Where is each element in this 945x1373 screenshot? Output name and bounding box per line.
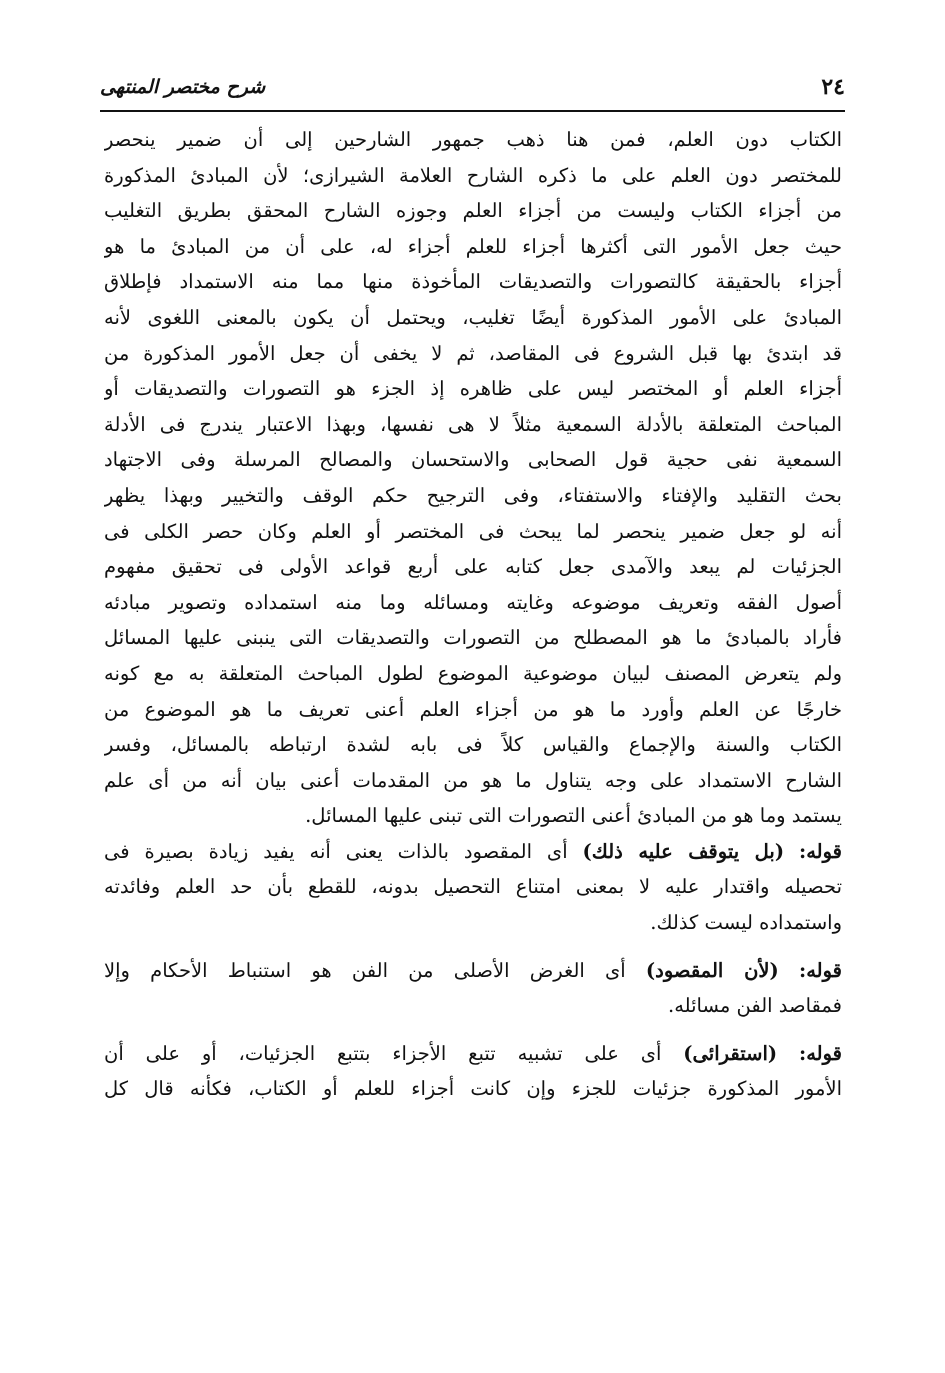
paragraph-4 <box>104 1036 842 1107</box>
commentary-lemma: (لأن المقصود) <box>645 958 779 982</box>
text-line: السمعية نفى حجية قول الصحابى والاستحسان والمصالح المرسلة وفى الاجتهاد <box>104 448 842 472</box>
commentary-lemma: (استقرائى) <box>683 1041 778 1065</box>
text-line: واستمداده ليست كذلك. <box>650 911 842 935</box>
text-line <box>104 953 842 989</box>
commentary-lemma: (بل يتوقف عليه ذلك) <box>582 839 785 863</box>
text-line: أجزاء بالحقيقة كالتصورات والتصديقات المأخوذة منها مما منه الاستمداد فإطلاق <box>104 270 842 294</box>
page-body <box>104 122 842 1107</box>
text-line <box>104 834 842 870</box>
text-line: حيث جعل الأمور التى أكثرها أجزاء للعلم أجزاء له، على أن من المبادئ ما هو <box>104 234 842 258</box>
text-line: الكتاب دون العلم، فمن هنا ذهب جمهور الشارحين إلى أن ضمير ينحصر <box>104 128 842 151</box>
paragraph-1 <box>104 122 842 834</box>
text-line: أصول الفقه وتعريف موضوعه وغايته ومسائله وما منه استمداده وتصوير مبادئه <box>104 590 842 614</box>
commentary-keyword: قوله: <box>799 839 842 863</box>
page-header <box>100 70 845 112</box>
text-line: أنه لو جعل ضمير ينحصر لما يبحث فى المختصر أو العلم وكان حصر الكلى فى <box>104 519 842 543</box>
text-line: خارجًا عن العلم وأورد ما هو من أجزاء العلم أعنى تعريف ما هو الموضوع من <box>104 697 842 721</box>
line-text: أى الغرض الأصلى من الفن هو استنباط الأحكام وإلا <box>104 958 626 982</box>
text-line: أجزاء العلم أو المختصر ليس على ظاهره إذ الجزء هو التصورات والتصديقات أو <box>104 377 842 401</box>
text-line: تحصيله واقتدار عليه لا بمعنى امتناع التحصيل بدونه، للقطع بأن حد العلم وفائدته <box>104 875 842 899</box>
text-line: المبادئ على الأمور المذكورة أيضًا تغليب، ويحتمل أن يكون بالمعنى اللغوى لأنه <box>104 305 842 329</box>
line-text: أى المقصود بالذات يعنى أنه يفيد زيادة بصيرة فى <box>104 839 568 863</box>
page-number: ٢٤ <box>821 74 845 100</box>
commentary-keyword: قوله: <box>799 1041 842 1065</box>
commentary-keyword: قوله: <box>799 958 842 982</box>
text-line: فمقاصد الفن مسائله. <box>668 994 842 1018</box>
text-line: من أجزاء الكتاب وليست من أجزاء العلم وجوزه الشارح المحقق بطريق التغليب <box>104 199 842 223</box>
text-line: يستمد وما هو من المبادئ أعنى التصورات التى تبنى عليها المسائل. <box>305 804 842 828</box>
text-line: بحث التقليد والإفتاء والاستفتاء، وفى الترجيح حكم الوقف والتخيير وبهذا يظهر <box>104 483 842 507</box>
running-title: شرح مختصر المنتهى <box>100 76 266 98</box>
paragraph-3 <box>104 953 842 1024</box>
paragraph-2 <box>104 834 842 941</box>
text-line: ولم يتعرض المصنف لبيان موضوعية الموضوع لطول المباحث المتعلقة به مع كونه <box>104 661 842 685</box>
text-line: الشارح الاستمداد على وجه يتناول ما هو من المقدمات أعنى بيان أنه من أى علم <box>104 768 842 792</box>
text-line: قد ابتدئ بها قبل الشروع فى المقاصد، ثم لا يخفى أن جعل الأمور المذكورة من <box>104 341 842 365</box>
text-line <box>104 1036 842 1072</box>
text-line: الجزئيات لم يبعد والآمدى جعل كتابه على أربع قواعد الأولى فى تحقيق مفهوم <box>104 555 842 579</box>
line-text: أى على تشبيه تتبع الأجزاء بتتبع الجزئيات، أو على أن <box>104 1041 662 1065</box>
text-line: للمختصر دون العلم على ما ذكره الشارح العلامة الشيرازى؛ لأن المبادئ المذكورة <box>104 163 842 187</box>
text-line: الأمور المذكورة جزئيات للجزء وإن كانت أجزاء للعلم أو الكتاب، فكأنه قال كل <box>104 1077 842 1101</box>
text-line: الكتاب والسنة والإجماع والقياس كلاً فى بابه لشدة ارتباطه بالمسائل، وفسر <box>104 733 842 757</box>
text-line: المباحث المتعلقة بالأدلة السمعية مثلاً لا هى نفسها، وبهذا الاعتبار يندرج فى الأدلة <box>104 412 842 436</box>
text-line: فأراد بالمبادئ ما هو المصطلح من التصورات والتصديقات التى ينبنى عليها المسائل <box>104 626 842 650</box>
